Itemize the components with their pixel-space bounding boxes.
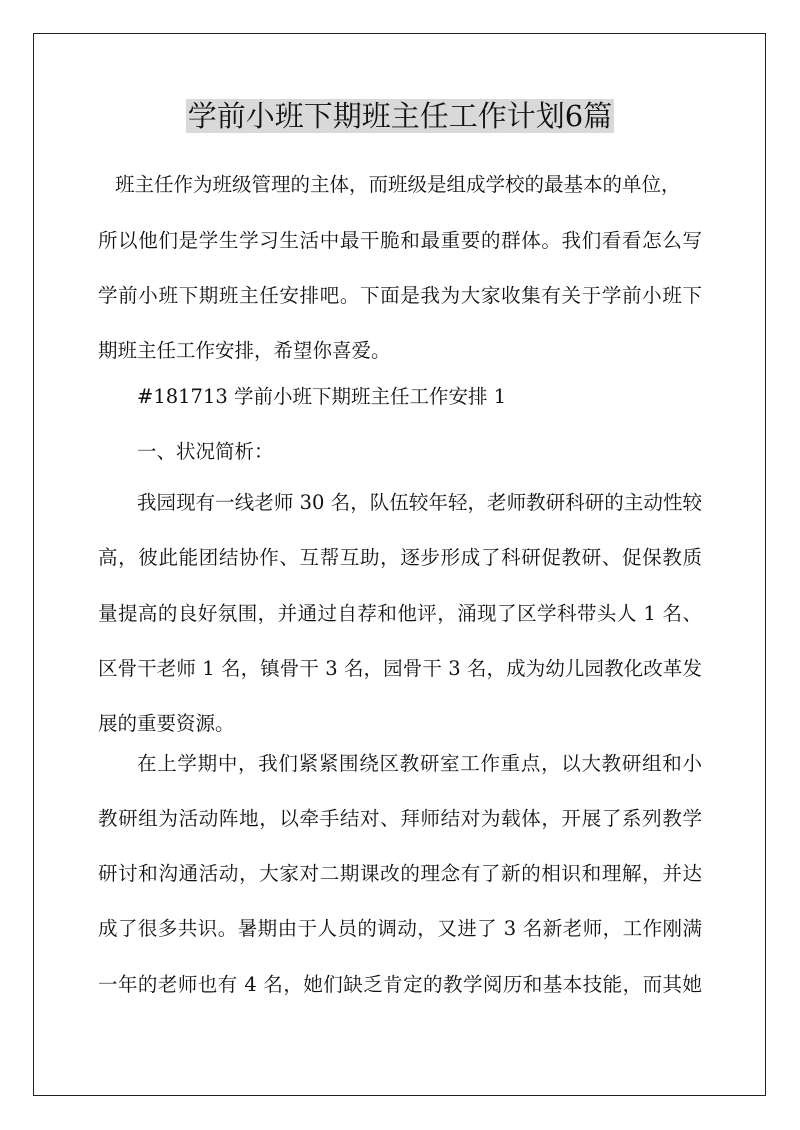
paragraph-line: 班主任作为班级管理的主体，而班级是组成学校的最基本的单位， <box>115 173 681 196</box>
paragraph-line: 一年的老师也有 4 名，她们缺乏肯定的教学阅历和基本技能，而其她 <box>98 973 702 996</box>
paragraph-line: 高，彼此能团结协作、互帮互助，逐步形成了科研促教研、促保教质 <box>98 546 702 569</box>
paragraph-line: 区骨干老师 1 名，镇骨干 3 名，园骨干 3 名，成为幼儿园教化改革发 <box>98 657 702 680</box>
paragraph-line: 成了很多共识。暑期由于人员的调动，又进了 3 名新老师，工作刚满 <box>98 917 702 940</box>
paragraph-line: 所以他们是学生学习生活中最干脆和最重要的群体。我们看看怎么写 <box>98 229 702 252</box>
document-title-text: 学前小班下期班主任工作计划6篇 <box>187 99 613 133</box>
subsection-heading: 一、状况简析： <box>137 440 274 463</box>
document-title <box>0 92 800 140</box>
paragraph-line: 在上学期中，我们紧紧围绕区教研室工作重点，以大教研组和小 <box>137 752 702 775</box>
paragraph-line: 期班主任工作安排，希望你喜爱。 <box>98 339 391 362</box>
section-heading: #181713 学前小班下期班主任工作安排 1 <box>137 385 507 408</box>
paragraph-line: 量提高的良好氛围，并通过自荐和他评，涌现了区学科带头人 1 名、 <box>98 602 702 625</box>
paragraph-line: 学前小班下期班主任安排吧。下面是我为大家收集有关于学前小班下 <box>98 284 702 307</box>
paragraph-line: 我园现有一线老师 30 名，队伍较年轻，老师教研科研的主动性较 <box>137 491 702 514</box>
paragraph-line: 研讨和沟通活动，大家对二期课改的理念有了新的相识和理解，并达 <box>98 862 702 885</box>
paragraph-line: 教研组为活动阵地，以牵手结对、拜师结对为载体，开展了系列教学 <box>98 807 702 830</box>
paragraph-line: 展的重要资源。 <box>98 712 235 735</box>
